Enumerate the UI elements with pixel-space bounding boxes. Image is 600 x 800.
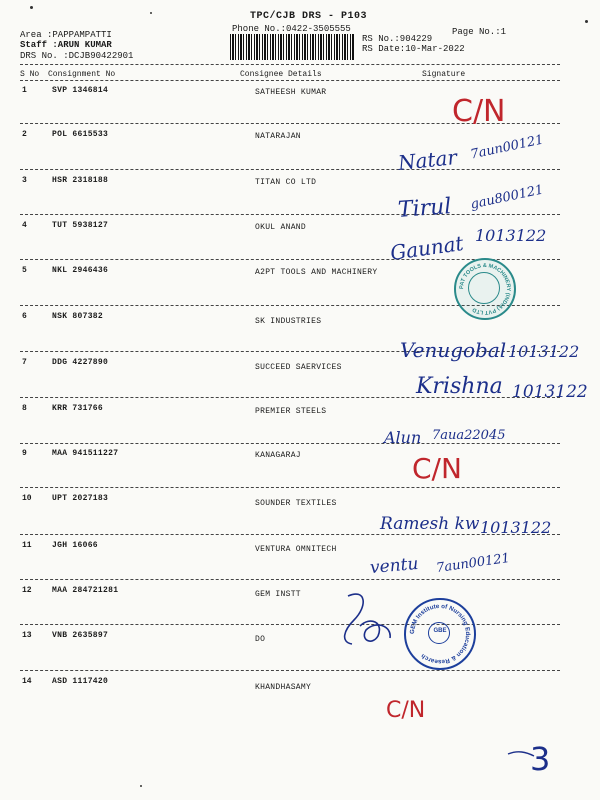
row-sno: 14 bbox=[22, 677, 32, 686]
document-title: TPC/CJB DRS - P103 bbox=[250, 11, 368, 22]
row-consignee: KANAGARAJ bbox=[255, 451, 301, 460]
row-consignment: MAA 941511227 bbox=[52, 449, 119, 458]
scan-speck bbox=[150, 12, 152, 14]
row-consignment: DDG 4227890 bbox=[52, 358, 109, 367]
row-sno: 2 bbox=[22, 130, 27, 139]
row-consignment: SVP 1346814 bbox=[52, 86, 109, 95]
signature-row-2: Natar bbox=[396, 144, 459, 176]
company-stamp bbox=[454, 258, 516, 320]
row-sno: 3 bbox=[22, 176, 27, 185]
signature-number-row-7: 1013122 bbox=[508, 342, 580, 361]
signature-number-row-11: 7aun00121 bbox=[435, 550, 511, 577]
company-stamp-text: PAT TOOLS & MACHINERY (INDIA) PVT LTD bbox=[458, 262, 512, 316]
signature-row-4: Gaunat bbox=[388, 230, 465, 266]
row-consignee: SUCCEED SAERVICES bbox=[255, 363, 342, 372]
row-consignee: KHANDHASAMY bbox=[255, 683, 312, 692]
scribble-signature-row-12 bbox=[326, 586, 416, 656]
table-row bbox=[0, 677, 600, 723]
drs-number: DRS No. :DCJB90422901 bbox=[20, 51, 134, 61]
row-consignment: NKL 2946436 bbox=[52, 266, 109, 275]
row-divider bbox=[20, 670, 560, 671]
row-sno: 10 bbox=[22, 494, 32, 503]
signature-number-row-4: 1013122 bbox=[475, 226, 547, 245]
institute-stamp-center: GBE bbox=[433, 628, 447, 634]
phone-number: Phone No.:0422-3505555 bbox=[232, 24, 351, 34]
institute-stamp-text: GEM Institute of Nursing Education & Research bbox=[408, 602, 472, 666]
row-sno: 5 bbox=[22, 266, 27, 275]
rs-number: RS No.:904229 bbox=[362, 34, 433, 44]
table-row bbox=[0, 586, 600, 632]
area-label: Area :PAPPAMPATTI bbox=[20, 30, 112, 40]
row-sno: 7 bbox=[22, 358, 27, 367]
column-divider bbox=[20, 80, 560, 81]
row-consignment: VNB 2635897 bbox=[52, 631, 109, 640]
row-consignee: SATHEESH KUMAR bbox=[255, 88, 327, 97]
table-row bbox=[0, 86, 600, 132]
row-divider bbox=[20, 579, 560, 580]
row-divider bbox=[20, 624, 560, 625]
signature-row-7: Venugobal bbox=[400, 338, 507, 362]
row-consignment: ASD 1117420 bbox=[52, 677, 109, 686]
row-sno: 12 bbox=[22, 586, 32, 595]
row-consignee: A2PT TOOLS AND MACHINERY bbox=[255, 268, 378, 277]
signature-row-11: ventu bbox=[369, 553, 420, 579]
barcode bbox=[230, 34, 355, 60]
row-consignee: DO bbox=[255, 635, 266, 644]
row-consignee: TITAN CO LTD bbox=[255, 178, 317, 187]
scan-speck bbox=[140, 785, 142, 787]
signature-row-10: Ramesh kw bbox=[380, 514, 480, 534]
signature-number-row-3: gau800121 bbox=[469, 182, 545, 213]
row-consignee: SK INDUSTRIES bbox=[255, 317, 322, 326]
row-divider bbox=[20, 487, 560, 488]
row-consignee: NATARAJAN bbox=[255, 132, 301, 141]
page-mark: 3 bbox=[530, 740, 551, 778]
staff-label: Staff :ARUN KUMAR bbox=[20, 40, 112, 50]
row-sno: 4 bbox=[22, 221, 27, 230]
row-consignment: POL 6615533 bbox=[52, 130, 109, 139]
row-consignment: TUT 5938127 bbox=[52, 221, 109, 230]
column-consignment: Consignment No bbox=[48, 70, 116, 79]
signature-number-row-8: 1013122 bbox=[512, 382, 588, 402]
signature-row-3: Tirul bbox=[397, 194, 453, 223]
row-sno: 9 bbox=[22, 449, 27, 458]
signature-number-row-10: 1013122 bbox=[480, 518, 552, 537]
svg-text:PAT TOOLS & MACHINERY (INDIA) bbox=[459, 263, 511, 315]
row-divider bbox=[20, 443, 560, 444]
row-sno: 13 bbox=[22, 631, 32, 640]
row-consignment: KRR 731766 bbox=[52, 404, 104, 413]
company-stamp-ring bbox=[456, 260, 514, 318]
institute-stamp bbox=[404, 598, 476, 670]
column-consignee: Consignee Details bbox=[240, 70, 322, 79]
row-consignee: SOUNDER TEXTILES bbox=[255, 499, 337, 508]
scan-speck bbox=[585, 20, 588, 23]
signature-row-9: Alun bbox=[384, 428, 422, 447]
row-consignment: MAA 284721281 bbox=[52, 586, 119, 595]
rs-date: RS Date:10-Mar-2022 bbox=[362, 44, 465, 54]
scan-speck bbox=[30, 6, 33, 9]
row-divider bbox=[20, 214, 560, 215]
handwritten-cn-14: C/N bbox=[386, 698, 426, 723]
page-mark-stroke bbox=[506, 748, 546, 778]
row-consignment: UPT 2027183 bbox=[52, 494, 109, 503]
header-divider bbox=[20, 64, 560, 65]
signature-row-8: Krishna bbox=[416, 374, 503, 399]
signature-number-row-2: 7aun00121 bbox=[469, 132, 545, 163]
handwritten-cn-1: C/N bbox=[452, 94, 506, 129]
row-consignment: NSK 807382 bbox=[52, 312, 104, 321]
row-sno: 6 bbox=[22, 312, 27, 321]
row-divider bbox=[20, 534, 560, 535]
row-consignee: PREMIER STEELS bbox=[255, 407, 327, 416]
row-consignee: GEM INSTT bbox=[255, 590, 301, 599]
row-consignee: VENTURA OMNITECH bbox=[255, 545, 337, 554]
row-divider bbox=[20, 169, 560, 170]
row-sno: 8 bbox=[22, 404, 27, 413]
column-signature: Signature bbox=[422, 70, 466, 79]
row-sno: 1 bbox=[22, 86, 27, 95]
table-row bbox=[0, 449, 600, 495]
row-sno: 11 bbox=[22, 541, 32, 550]
page-number: Page No.:1 bbox=[452, 27, 507, 37]
handwritten-cn-9: C/N bbox=[412, 452, 462, 485]
column-sno: S No bbox=[20, 70, 40, 79]
signature-number-row-9: 7aua22045 bbox=[432, 428, 506, 443]
row-consignment: JGH 16066 bbox=[52, 541, 98, 550]
row-consignment: HSR 2318188 bbox=[52, 176, 109, 185]
row-consignee: OKUL ANAND bbox=[255, 223, 307, 232]
